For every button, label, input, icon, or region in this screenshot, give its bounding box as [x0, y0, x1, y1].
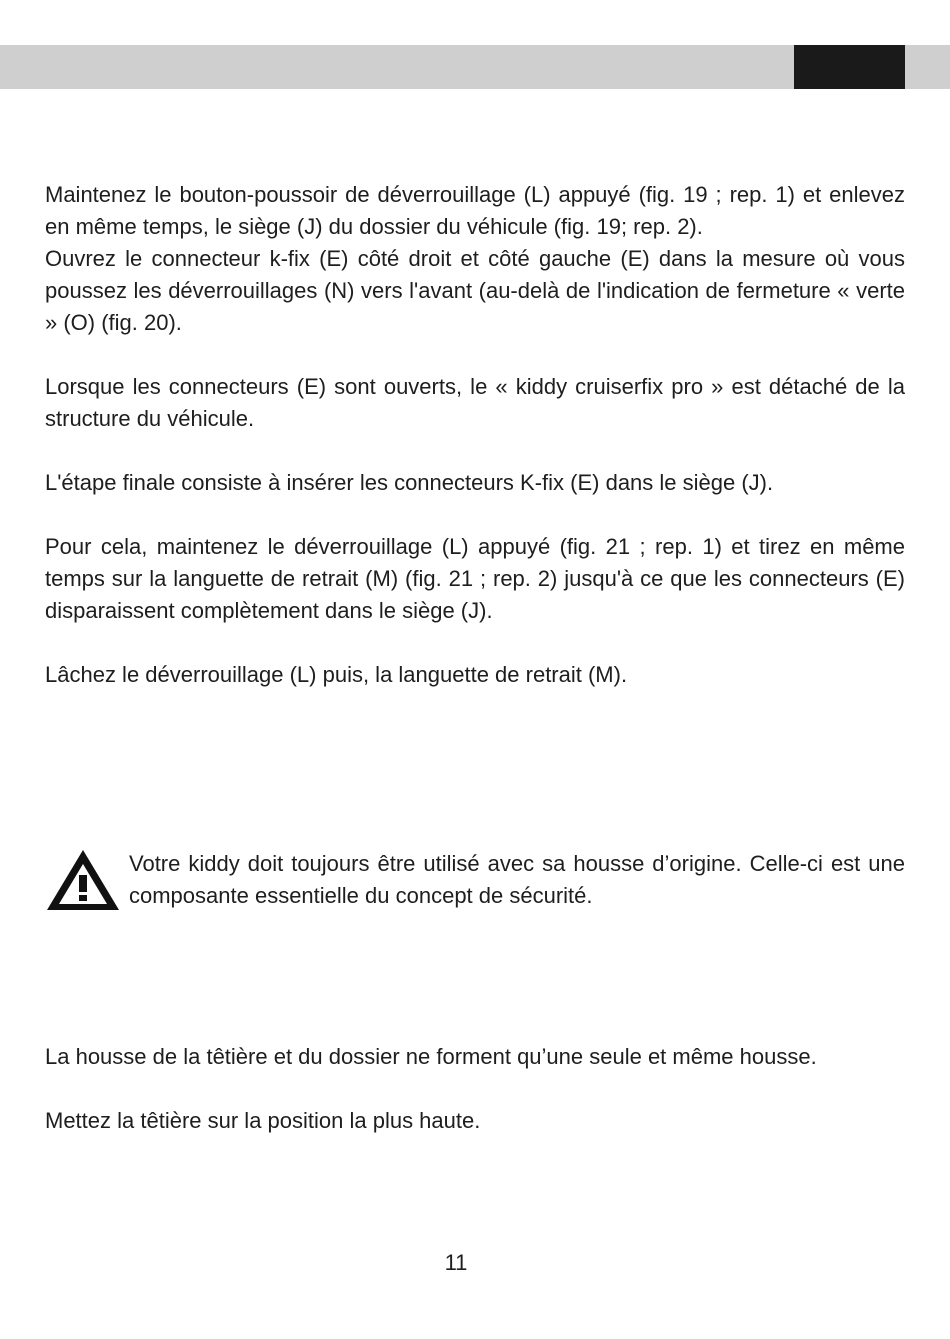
- instructions-section: [45, 179, 905, 691]
- paragraph-connectors-open: Lorsque les connecteurs (E) sont ouverts, le « kiddy cruiserfix pro » est détaché de la structure du véhicule.: [45, 374, 905, 431]
- paragraph-cover-info: La housse de la têtière et du dossier ne forment qu’une seule et même housse.: [45, 1044, 817, 1069]
- warning-notice: [45, 848, 905, 912]
- header-tab-marker: [794, 45, 905, 89]
- paragraph-open-connectors: Ouvrez le connecteur k-fix (E) côté droit et côté gauche (E) dans la mesure où vous poussez les déverrouillages (N) vers l'avant (au-delà de l'indication de fermeture « verte » (O) (fig. 20).: [45, 246, 905, 335]
- warning-text: Votre kiddy doit toujours être utilisé avec sa housse d’origine. Celle-ci est une composante essentielle du concept de sécurité.: [129, 851, 905, 908]
- cover-section: [45, 1041, 905, 1137]
- warning-triangle-icon: [45, 848, 121, 912]
- page-number: 11: [444, 1250, 468, 1275]
- paragraph-release-seat: Maintenez le bouton-poussoir de déverrouillage (L) appuyé (fig. 19 ; rep. 1) et enlevez en même temps, le siège (J) du dossier du véhicule (fig. 19; rep. 2).: [45, 182, 905, 239]
- paragraph-final-step: L'étape finale consiste à insérer les connecteurs K-fix (E) dans le siège (J).: [45, 470, 774, 495]
- paragraph-retract-connectors: Pour cela, maintenez le déverrouillage (L) appuyé (fig. 21 ; rep. 1) et tirez en même temps sur la languette de retrait (M) (fig. 21 ; rep. 2) jusqu'à ce que les connecteurs (E) disparaissent complètement dans le siège (J).: [45, 534, 905, 623]
- paragraph-headrest-position: Mettez la têtière sur la position la plus haute.: [45, 1108, 481, 1133]
- paragraph-release-tab: Lâchez le déverrouillage (L) puis, la languette de retrait (M).: [45, 662, 628, 687]
